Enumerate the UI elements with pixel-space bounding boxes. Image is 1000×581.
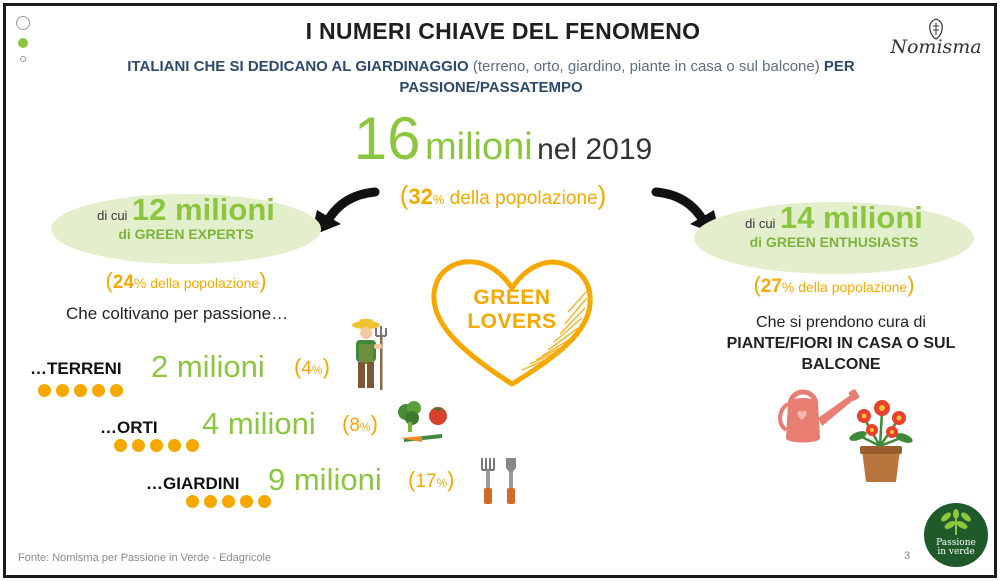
category-label-giardini: …GIARDINI: [146, 474, 240, 493]
subtitle-part2: PER PASSIONE/PASSATEMPO: [399, 58, 855, 96]
headline-unit: milioni: [424, 126, 533, 168]
heart-label: [442, 286, 582, 334]
enthusiasts-prefix: di cui: [745, 216, 776, 231]
experts-prefix: di cui: [97, 208, 128, 223]
badge-line1: Passione: [936, 538, 976, 548]
page-number: 3: [904, 550, 911, 562]
headline-suffix: nel 2019: [537, 133, 653, 166]
subtitle-paren: (terreno, orto, giardino, piante in casa o sul balcone): [472, 58, 820, 75]
headline-population: (32% della popolazione): [399, 180, 607, 210]
headline-value: 16: [353, 105, 421, 172]
enthusiasts-pct-text: % della popolazione: [781, 279, 908, 295]
population-text: della popolazione: [449, 188, 598, 209]
heart-line2: LOVERS: [467, 310, 557, 333]
passione-in-verde-badge: [924, 503, 988, 567]
population-pct: 32: [408, 184, 433, 209]
category-dots-giardini: [186, 495, 271, 508]
experts-value: 12 milioni: [131, 192, 275, 227]
category-value-giardini: 9 milioni: [268, 462, 382, 497]
enthusiasts-desc-bold: PIANTE/FIORI IN CASA O SUL BALCONE: [726, 335, 956, 373]
category-pct-orti: (8%): [342, 411, 378, 436]
nomisma-logo: Nomisma: [890, 36, 982, 58]
experts-population: (24% della popolazione): [105, 268, 267, 293]
category-label-terreni: …TERRENI: [30, 359, 122, 378]
garden-tools-icon: [476, 454, 526, 508]
category-dots-orti: [114, 439, 199, 452]
category-label-orti: …ORTI: [100, 418, 158, 437]
experts-heading: [51, 192, 321, 242]
farmer-icon: [346, 316, 396, 394]
headline: [6, 104, 997, 173]
enthusiasts-description: [696, 312, 986, 375]
enthusiasts-desc: Che si prendono cura di: [756, 314, 926, 331]
experts-pct-text: % della popolazione: [133, 275, 260, 291]
enthusiasts-population: (27% della popolazione): [753, 272, 915, 297]
slide: [3, 3, 997, 578]
enthusiasts-value: 14 milioni: [779, 200, 923, 235]
badge-line2: in verde: [937, 547, 975, 557]
enthusiasts-heading: [694, 200, 974, 250]
experts-label: di GREEN EXPERTS: [118, 226, 254, 242]
leaves-icon: [938, 509, 974, 537]
category-pct-giardini: (17%): [408, 467, 455, 492]
subtitle: [96, 56, 886, 98]
category-value-orti: 4 milioni: [202, 406, 316, 441]
category-dots-terreni: [38, 384, 123, 397]
source-footer: Fonte: Nomisma per Passione in Verde - Edagricole: [18, 552, 272, 564]
enthusiasts-pct: 27: [760, 276, 782, 297]
experts-description: Che coltivano per passione…: [66, 304, 289, 323]
category-value-terreni: 2 milioni: [151, 349, 265, 384]
nav-dot-3[interactable]: [20, 56, 26, 62]
flower-pot-icon: [844, 394, 918, 486]
page-title: I NUMERI CHIAVE DEL FENOMENO: [305, 18, 701, 44]
subtitle-part1: ITALIANI CHE SI DEDICANO AL GIARDINAGGIO: [127, 58, 469, 75]
vegetables-icon: [392, 398, 456, 448]
category-pct-terreni: (4%): [294, 354, 330, 379]
enthusiasts-label: di GREEN ENTHUSIASTS: [749, 234, 919, 250]
experts-pct: 24: [112, 272, 134, 293]
heart-line1: GREEN: [473, 286, 551, 309]
